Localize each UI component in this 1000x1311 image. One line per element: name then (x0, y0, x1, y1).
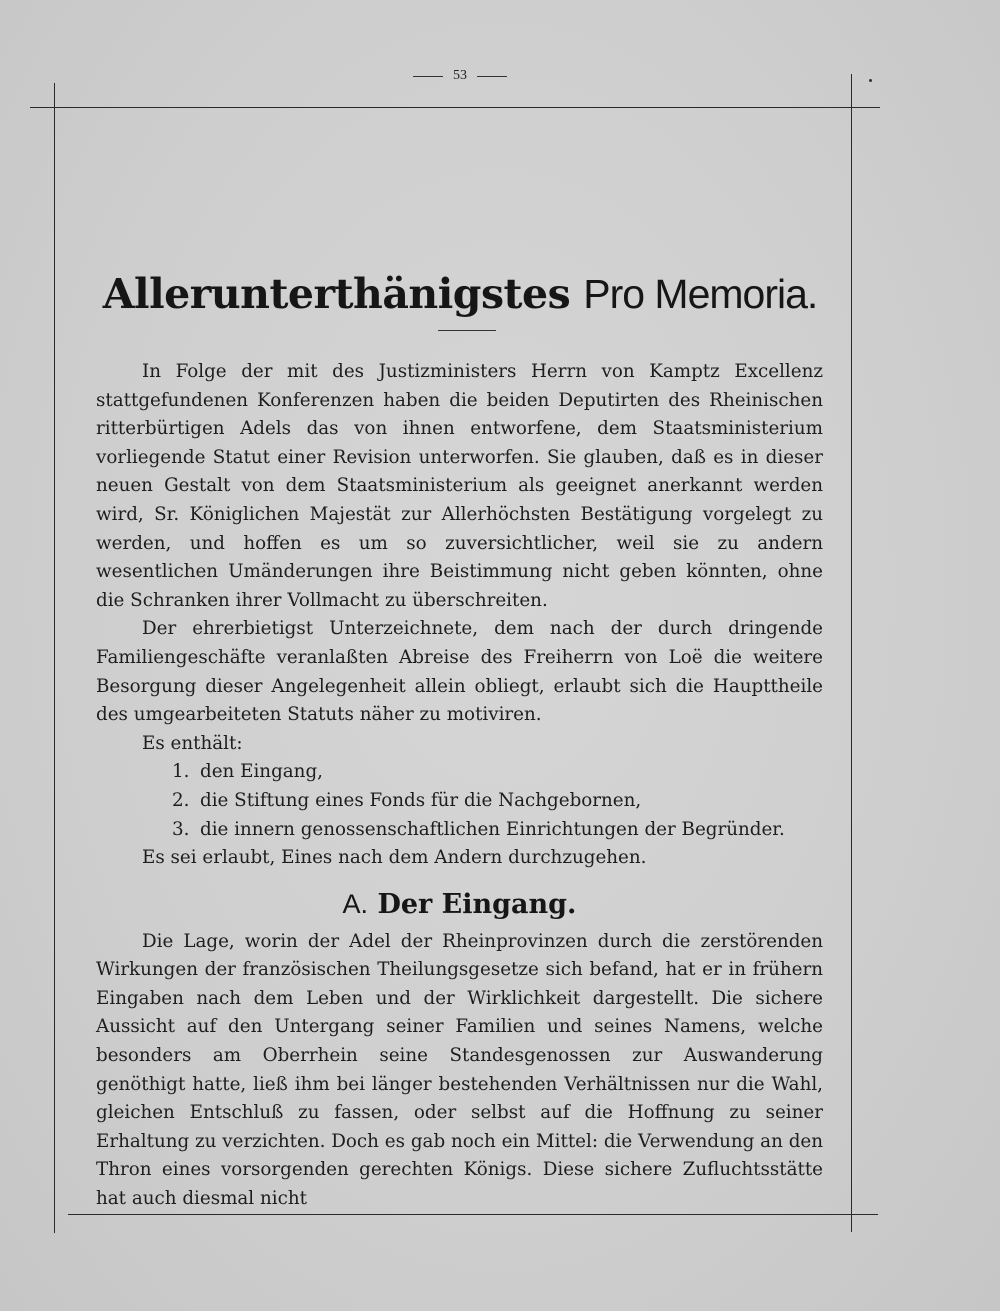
frame-line-bottom (68, 1214, 878, 1215)
list-item (172, 787, 823, 816)
list-item-text: die innern genossenschaftlichen Einrichtungen der Begründer. (200, 818, 785, 840)
page-number: 53 (453, 68, 467, 83)
intro-paragraph-1: In Folge der mit des Justizministers Herrn von Kamptz Excellenz stattgefundenen Konferenzen haben die beiden Deputirten des Rheinischen ritterbürtigen Adels das von ihnen entworfene, dem Staatsministerium vorliegende Statut einer Revision unterworfen. Sie glauben, daß es in dieser neuen Gestalt von dem Staatsministerium als geeignet anerkannt werden wird, Sr. Königlichen Majestät zur Allerhöchsten Bestätigung vorgelegt zu werden, und hoffen es um so zuversichtlicher, weil sie zu andern wesentlichen Umänderungen ihre Beistimmung nicht geben könnten, ohne die Schranken ihrer Vollmacht zu überschreiten. (96, 361, 823, 611)
list-item-text: den Eingang, (200, 761, 323, 783)
section-heading (96, 887, 823, 922)
list-item (172, 816, 823, 845)
title-rule (438, 330, 496, 331)
frame-line-right (851, 74, 852, 1232)
document-title (100, 268, 820, 320)
frame-line-left (54, 83, 55, 1233)
intro-paragraph-4: Es sei erlaubt, Eines nach dem Andern durchzugehen. (142, 847, 647, 869)
header-dash-right (477, 76, 507, 77)
title-latin-part: Pro Memoria. (583, 271, 818, 317)
section-paragraph-1: Die Lage, worin der Adel der Rheinprovinzen durch die zerstörenden Wirkungen der französischen Theilungsgesetze sich befand, hat er in frühern Eingaben nach dem Leben und der Wirklichkeit dargestellt. Die sichere Aussicht auf den Untergang seiner Familien und seines Namens, welche besonders am Oberrhein seine Standesgenossen zur Auswanderung genöthigt hatte, ließ ihm bei länger bestehenden Verhältnissen nur die Wahl, gleichen Entschluß zu fassen, oder selbst auf die Hoffnung zu seiner Erhaltung zu verzichten. Doch es gab noch ein Mittel: die Verwendung an den Thron eines vorsorgenden gerechten Königs. Diese sichere Zufluchtsstätte hat auch diesmal nicht (96, 930, 823, 1210)
list-item-number: 3. (172, 818, 190, 840)
body-text (96, 358, 823, 1214)
title-fraktur-part: Allerunterthänigstes (102, 270, 571, 318)
intro-paragraph-2: Der ehrerbietigst Unterzeichnete, dem nach der durch dringende Familiengeschäfte veranlaßten Abreise des Freiherrn von Loë die weitere Besorgung dieser Angelegenheit allein obliegt, erlaubt sich die Haupttheile des umgearbeiteten Statuts näher zu motiviren. (96, 618, 823, 726)
section-letter: A. (342, 888, 369, 919)
list-item-text: die Stiftung eines Fonds für die Nachgebornen, (200, 789, 642, 811)
list-item-number: 1. (172, 761, 190, 783)
page-header (400, 66, 520, 86)
frame-line-top (30, 107, 880, 108)
contents-list (96, 758, 823, 844)
header-dash-left (413, 76, 443, 77)
section-title: Der Eingang. (377, 888, 577, 920)
list-item-number: 2. (172, 789, 190, 811)
intro-paragraph-3: Es enthält: (142, 732, 243, 754)
list-item (172, 758, 823, 787)
ink-dot (869, 79, 872, 82)
